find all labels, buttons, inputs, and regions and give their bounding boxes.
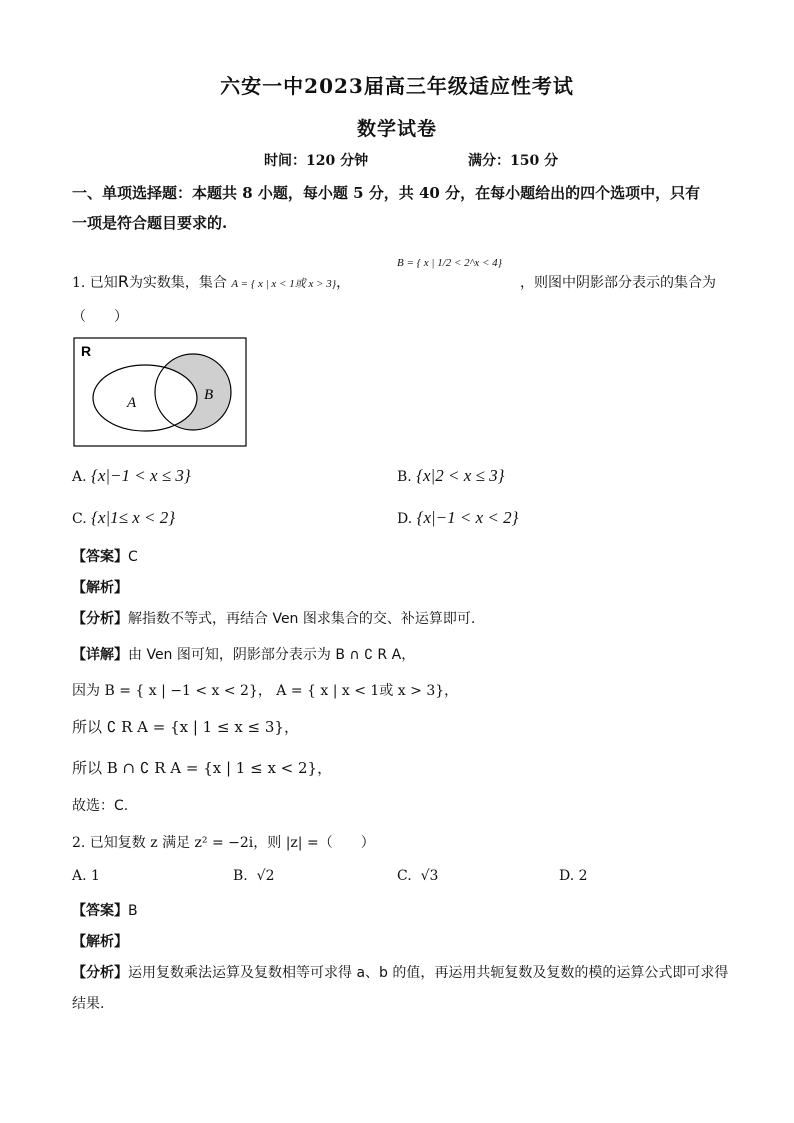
q2-option-c	[397, 868, 438, 884]
q2-analysis-tag: 【解析】	[72, 934, 128, 950]
q2-fenxi-continued: 结果.	[72, 996, 105, 1012]
exam-time: 时间：120 分钟	[264, 153, 369, 169]
q1-step-1: 因为 B = { x | −1 < x < 2}， A = { x | x < 1或 x > 3}，	[72, 683, 459, 699]
q2-option-d	[559, 868, 588, 884]
q1-answer-tag: 【答案】	[72, 549, 128, 565]
q1-fenxi-text: 解指数不等式，再结合 Ven 图求集合的交、补运算即可.	[128, 611, 476, 627]
q2-fenxi-text: 运用复数乘法运算及复数相等可求得 a、b 的值，再运用共轭复数及复数的模的运算公式即可求得	[128, 965, 729, 981]
q1-set-b: B = { x | 1/2 < 2^x < 4}	[397, 257, 503, 269]
q1-option-b-text: {x|2 < x ≤ 3}	[416, 466, 505, 485]
q1-fenxi-tag: 【分析】	[72, 611, 128, 627]
q1-option-a-label: A.	[72, 469, 87, 485]
q2-answer-tag: 【答案】	[72, 903, 128, 919]
q2-option-a	[72, 868, 100, 884]
section-heading-line2: 一项是符合题目要求的.	[72, 214, 228, 232]
q1-step-4: 故选：C.	[72, 798, 129, 814]
q1-fenxi	[72, 608, 475, 628]
venn-b-label: B	[204, 387, 214, 403]
q1-suffix: ，则图中阴影部分表示的集合为	[520, 275, 716, 291]
q2-option-b-text: √2	[256, 868, 275, 884]
q1-step-3: 所以 B ∩ ∁ R A = {x | 1 ≤ x < 2}，	[72, 759, 333, 777]
q2-answer	[72, 900, 138, 920]
page-title: 六安一中2023届高三年级适应性考试	[220, 74, 574, 98]
q2-option-c-label: C.	[397, 868, 412, 884]
venn-a-label: A	[127, 395, 137, 411]
q1-comma: ，	[336, 275, 351, 291]
q1-set-a: A = { x | x < 1或 x > 3}	[231, 278, 337, 290]
exam-score: 满分：150 分	[468, 153, 559, 169]
venn-universe-label: R	[81, 343, 92, 359]
q2-answer-value: B	[128, 903, 138, 919]
q1-option-d-text: {x|−1 < x < 2}	[416, 508, 519, 527]
page-subtitle: 数学试卷	[356, 118, 437, 140]
q1-option-a-text: {x|−1 < x ≤ 3}	[91, 466, 191, 485]
q1-option-b	[397, 466, 504, 486]
venn-diagram	[73, 337, 248, 448]
q2-fenxi	[72, 962, 728, 982]
q1-option-b-label: B.	[397, 469, 412, 485]
q1-option-a	[72, 466, 191, 486]
q2-option-b-label: B.	[233, 868, 248, 884]
q1-option-c	[72, 508, 175, 528]
q2-option-d-text: 2	[578, 868, 588, 884]
q1-stem	[72, 272, 350, 292]
q1-paren: （ ）	[72, 309, 128, 325]
q2-option-a-label: A.	[72, 868, 87, 884]
q1-xiangjie	[72, 644, 415, 664]
q2-option-c-text: √3	[420, 868, 439, 884]
q1-answer-value: C	[128, 549, 138, 565]
q1-option-c-text: {x|1≤ x < 2}	[91, 508, 176, 527]
q1-option-c-label: C.	[72, 511, 87, 527]
q1-answer	[72, 546, 138, 566]
q1-xiangjie-text: 由 Ven 图可知，阴影部分表示为 B ∩ ∁ R A，	[128, 647, 416, 663]
q2-option-a-text: 1	[91, 868, 100, 884]
q2-fenxi-tag: 【分析】	[72, 965, 128, 981]
q1-mid: 为实数集，集合	[128, 275, 227, 291]
section-heading-line1: 一、单项选择题：本题共 8 小题，每小题 5 分，共 40 分，在每小题给出的四个选项中，只有	[72, 184, 701, 202]
q2-option-d-label: D.	[559, 868, 575, 884]
q2-option-b	[233, 868, 274, 884]
q1-option-d	[397, 508, 518, 528]
q1-analysis-tag: 【解析】	[72, 580, 128, 596]
q2-stem: 2. 已知复数 z 满足 z² = −2i，则 |z| =（ ）	[72, 835, 375, 851]
q1-prefix: 1. 已知	[72, 275, 118, 291]
q1-step-2: 所以 ∁ R A = {x | 1 ≤ x ≤ 3}，	[72, 718, 299, 736]
q1-option-d-label: D.	[397, 511, 413, 527]
q1-real-set: R	[117, 272, 129, 291]
q1-xiangjie-tag: 【详解】	[72, 647, 128, 663]
